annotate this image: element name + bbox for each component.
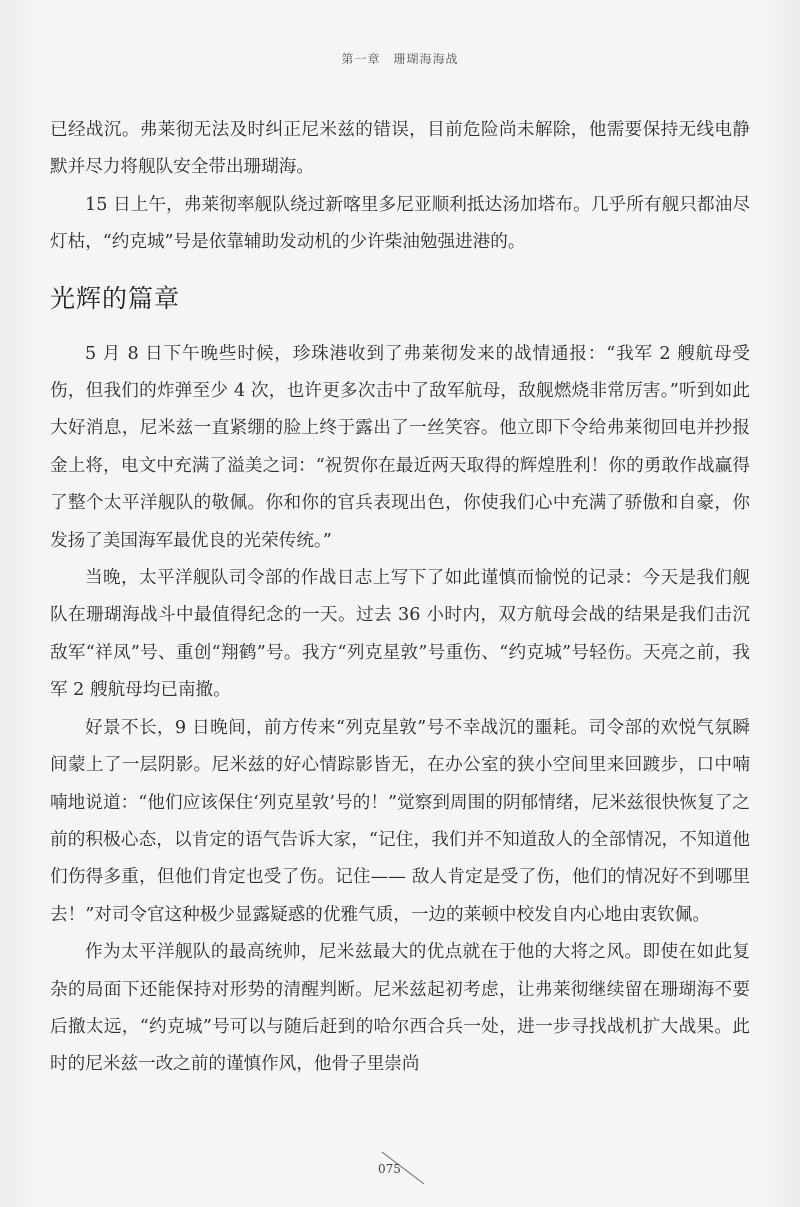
- page-body: [50, 112, 750, 1084]
- body-paragraph: 作为太平洋舰队的最高统帅，尼米兹最大的优点就在于他的大将之风。即使在如此复杂的局面下还能保持对形势的清醒判断。尼米兹起初考虑，让弗莱彻继续留在珊瑚海不要后撤太远，“约克城”号可以与随后赶到的哈尔西合兵一处，进一步寻找战机扩大战果。此时的尼米兹一改之前的谨慎作风，他骨子里崇尚: [50, 942, 750, 1075]
- body-paragraph: 已经战沉。弗莱彻无法及时纠正尼米兹的错误，目前危险尚未解除，他需要保持无线电静默并尽力将舰队安全带出珊瑚海。: [50, 120, 750, 178]
- page-footer: [0, 1148, 800, 1207]
- body-paragraph: 好景不长，9 日晚间，前方传来“列克星敦”号不幸战沉的噩耗。司令部的欢悦气氛瞬间蒙上了一层阴影。尼米兹的好心情踪影皆无，在办公室的狭小空间里来回踱步，口中喃喃地说道：“他们应该保住‘列克星敦’号的！”觉察到周围的阴郁情绪，尼米兹很快恢复了之前的积极心态，以肯定的语气告诉大家，“记住，我们并不知道敌人的全部情况，不知道他们伤得多重，但他们肯定也受了伤。记住—— 敌人肯定是受了伤，他们的情况好不到哪里去！”对司令官这种极少显露疑惑的优雅气质，一边的莱顿中校发自内心地由衷钦佩。: [50, 717, 750, 925]
- body-paragraph: 当晚，太平洋舰队司令部的作战日志上写下了如此谨慎而愉悦的记录：今天是我们舰队在珊瑚海战斗中最值得纪念的一天。过去 36 小时内，双方航母会战的结果是我们击沉敌军“祥凤”号、重创“翔鹤”号。我方“列克星敦”号重伤、“约克城”号轻伤。天亮之前，我军 2 艘航母均已南撤。: [50, 568, 750, 701]
- section-heading: 光辉的篇章: [50, 283, 181, 313]
- body-paragraph: 5 月 8 日下午晚些时候，珍珠港收到了弗莱彻发来的战情通报：“我军 2 艘航母受伤，但我们的炸弹至少 4 次，也许更多次击中了敌军航母，敌舰燃烧非常厉害。”听到如此大好消息，尼米兹一直紧绷的脸上终于露出了一丝笑容。他立即下令给弗莱彻回电并抄报金上将，电文中充满了溢美之词：“祝贺你在最近两天取得的辉煌胜利！你的勇敢作战赢得了整个太平洋舰队的敬佩。你和你的官兵表现出色，你使我们心中充满了骄傲和自豪，你发扬了美国海军最优良的光荣传统。”: [50, 343, 750, 551]
- body-paragraph: 15 日上午，弗莱彻率舰队绕过新喀里多尼亚顺利抵达汤加塔布。几乎所有舰只都油尽灯枯，“约克城”号是依靠辅助发动机的少许柴油勉强进港的。: [50, 194, 750, 253]
- page-number: 075: [378, 1162, 401, 1176]
- running-header: 第一章 珊瑚海海战: [341, 52, 459, 66]
